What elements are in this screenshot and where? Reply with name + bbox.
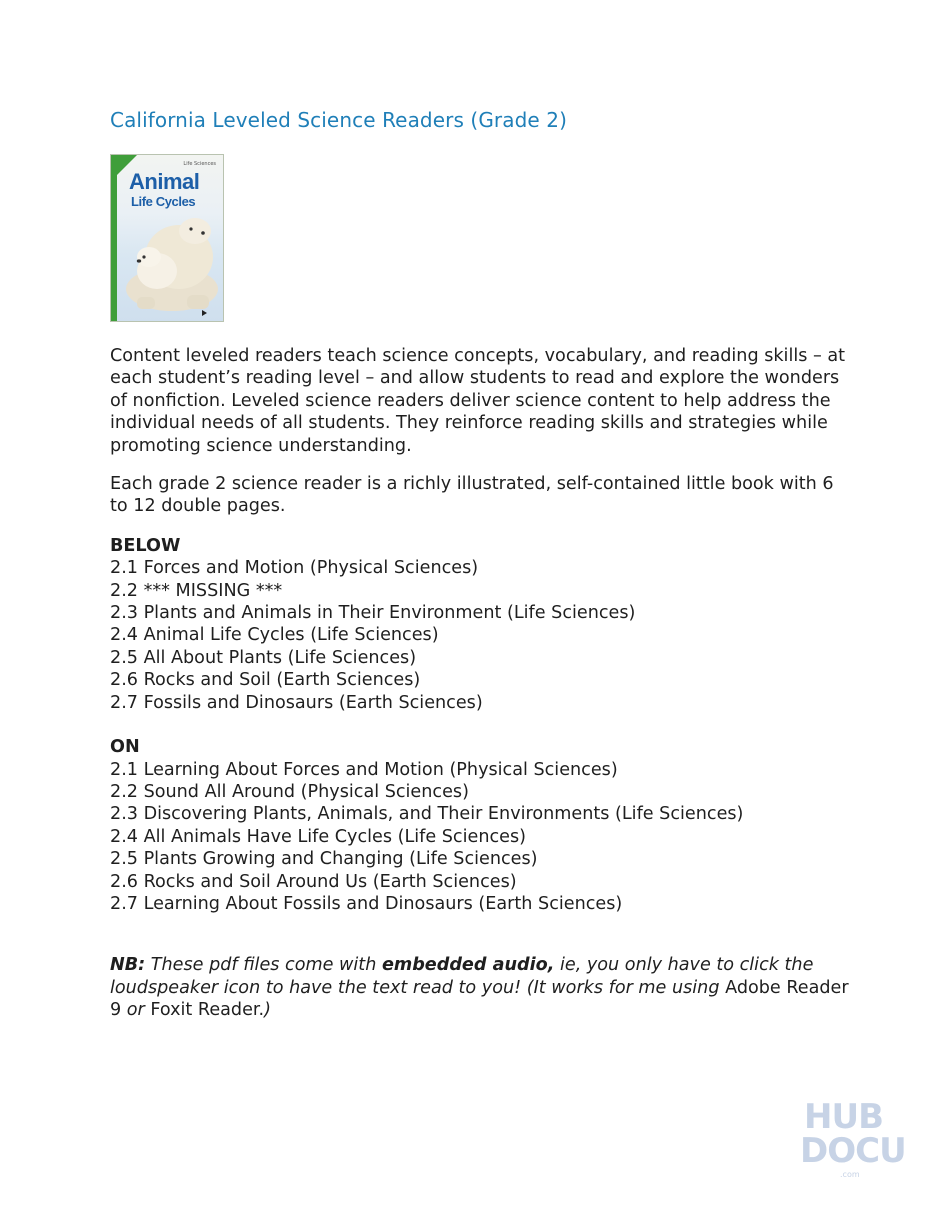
cover-title-line2: Life Cycles [131, 194, 196, 209]
on-heading: ON [110, 737, 140, 758]
below-heading: BELOW [110, 535, 181, 556]
list-item: 2.3 Discovering Plants, Animals, and Their Environments (Life Sciences) [110, 804, 744, 825]
note-emphasis: embedded audio, [381, 955, 555, 976]
cover-series-label: Life Sciences [183, 161, 216, 167]
watermark-suffix: .com [840, 1170, 860, 1179]
intro-paragraph: Content leveled readers teach science concepts, vocabulary, and reading skills – at each student’s reading level – and allow students to read and explore the wonders of nonfiction. Leveled science readers deliver science content to help address the individual needs of all students. They reinforce reading skills and strategies while promoting science understanding. [110, 346, 846, 456]
audio-note [110, 954, 850, 1021]
note-close-paren: ) [264, 1000, 272, 1021]
note-text-2: ie, you only have to click the loudspeaker icon to have the text read to you! (It works for me using [110, 955, 814, 998]
book-cover-image [110, 154, 224, 322]
list-item: 2.1 Forces and Motion (Physical Sciences) [110, 558, 479, 579]
list-item: 2.6 Rocks and Soil Around Us (Earth Sciences) [110, 871, 517, 892]
list-item: 2.2 Sound All Around (Physical Sciences) [110, 781, 469, 802]
watermark-line2: DOCU [800, 1131, 906, 1171]
watermark-line1: HUB [804, 1097, 883, 1137]
list-item: 2.4 Animal Life Cycles (Life Sciences) [110, 625, 439, 646]
page-title: California Leveled Science Readers (Grade 2) [110, 108, 567, 132]
note-app-foxit: Foxit Reader. [150, 1000, 265, 1021]
list-item: 2.1 Learning About Forces and Motion (Physical Sciences) [110, 759, 618, 780]
list-item: 2.2 *** MISSING *** [110, 580, 283, 601]
grade-description-paragraph: Each grade 2 science reader is a richly illustrated, self-contained little book with 6 to 12 double pages. [110, 474, 834, 517]
below-level-section [110, 535, 850, 714]
note-text-1: These pdf files come with [145, 955, 382, 976]
nb-label: NB: [110, 955, 146, 976]
document-page [110, 108, 850, 1022]
note-or: or [121, 1000, 151, 1021]
cover-arrow-icon [202, 310, 207, 316]
list-item: 2.5 All About Plants (Life Sciences) [110, 647, 417, 668]
on-reader-list [110, 759, 850, 916]
list-item: 2.5 Plants Growing and Changing (Life Sciences) [110, 849, 538, 870]
list-item: 2.4 All Animals Have Life Cycles (Life Sciences) [110, 826, 526, 847]
below-reader-list [110, 557, 850, 714]
list-item: 2.3 Plants and Animals in Their Environment (Life Sciences) [110, 603, 636, 624]
list-item: 2.6 Rocks and Soil (Earth Sciences) [110, 670, 421, 691]
cover-title-line1: Animal [129, 169, 200, 194]
list-item: 2.7 Learning About Fossils and Dinosaurs (Earth Sciences) [110, 893, 623, 914]
polar-bears-illustration [117, 209, 223, 313]
on-level-section [110, 736, 850, 915]
note-app-adobe: Adobe Reader 9 [110, 977, 849, 1021]
hubdocu-watermark-logo [800, 1097, 908, 1180]
list-item: 2.7 Fossils and Dinosaurs (Earth Sciences) [110, 692, 483, 713]
